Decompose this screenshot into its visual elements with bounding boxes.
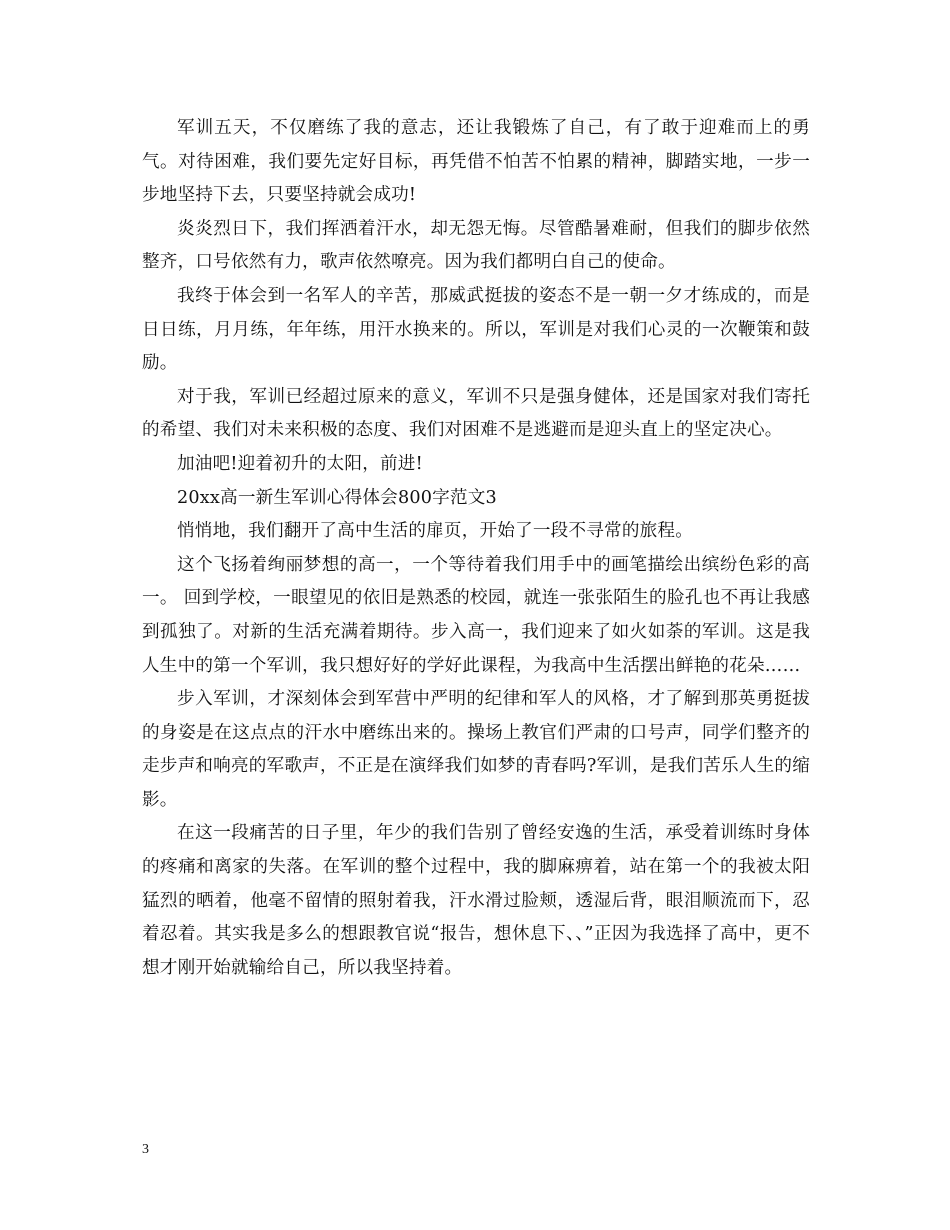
- page-number: 3: [142, 1142, 149, 1157]
- document-body: [142, 112, 810, 985]
- paragraph: 军训五天，不仅磨练了我的意志，还让我锻炼了自己，有了敢于迎难而上的勇气。对待困难，我们要先定好目标，再凭借不怕苦不怕累的精神，脚踏实地，一步一步地坚持下去，只要坚持就会成功!: [142, 118, 810, 206]
- paragraph: 炎炎烈日下，我们挥洒着汗水，却无怨无悔。尽管酷暑难耐，但我们的脚步依然整齐，口号依然有力，歌声依然嘹亮。因为我们都明白自己的使命。: [142, 218, 810, 273]
- paragraph: 加油吧!迎着初升的太阳，前进!: [177, 453, 423, 474]
- paragraph: 步入军训，才深刻体会到军营中严明的纪律和军人的风格，才了解到那英勇挺拔的身姿是在这点点的汗水中磨练出来的。操场上教官们严肃的口号声，同学们整齐的走步声和响亮的军歌声，不正是在演绎我们如梦的青春吗?军训，是我们苦乐人生的缩影。: [142, 689, 811, 810]
- section-heading: 20xx高一新生军训心得体会800字范文3: [177, 487, 497, 508]
- paragraph: 我终于体会到一名军人的辛苦，那威武挺拔的姿态不是一朝一夕才练成的，而是日日练，月月练，年年练，用汗水换来的。所以，军训是对我们心灵的一次鞭策和鼓励。: [142, 285, 810, 374]
- paragraph: 这个飞扬着绚丽梦想的高一，一个等待着我们用手中的画笔描绘出缤纷色彩的高一。 回到学校，一眼望见的依旧是熟悉的校园，就连一张张陌生的脸孔也不再让我感到孤独了。对新的生活充满着期待。步入高一，我们迎来了如火如荼的军训。这是我人生中的第一个军训，我只想好好的学好此课程，为我高中生活摆出鲜艳的花朵……: [142, 554, 810, 676]
- paragraph: 悄悄地，我们翻开了高中生活的扉页，开始了一段不寻常的旅程。: [177, 521, 694, 542]
- paragraph: 在这一段痛苦的日子里，年少的我们告别了曾经安逸的生活，承受着训练时身体的疼痛和离家的失落。在军训的整个过程中，我的脚麻痹着，站在第一个的我被太阳猛烈的晒着，他毫不留情的照射着我，汗水滑过脸颊，透湿后背，眼泪顺流而下，忍着忍着。其实我是多么的想跟教官说“报告，想休息下、、”正因为我选择了高中，更不想才刚开始就输给自己，所以我坚持着。: [142, 823, 810, 978]
- paragraph: 对于我，军训已经超过原来的意义，军训不只是强身健体，还是国家对我们寄托的希望、我们对未来积极的态度、我们对困难不是逃避而是迎头直上的坚定决心。: [142, 386, 810, 441]
